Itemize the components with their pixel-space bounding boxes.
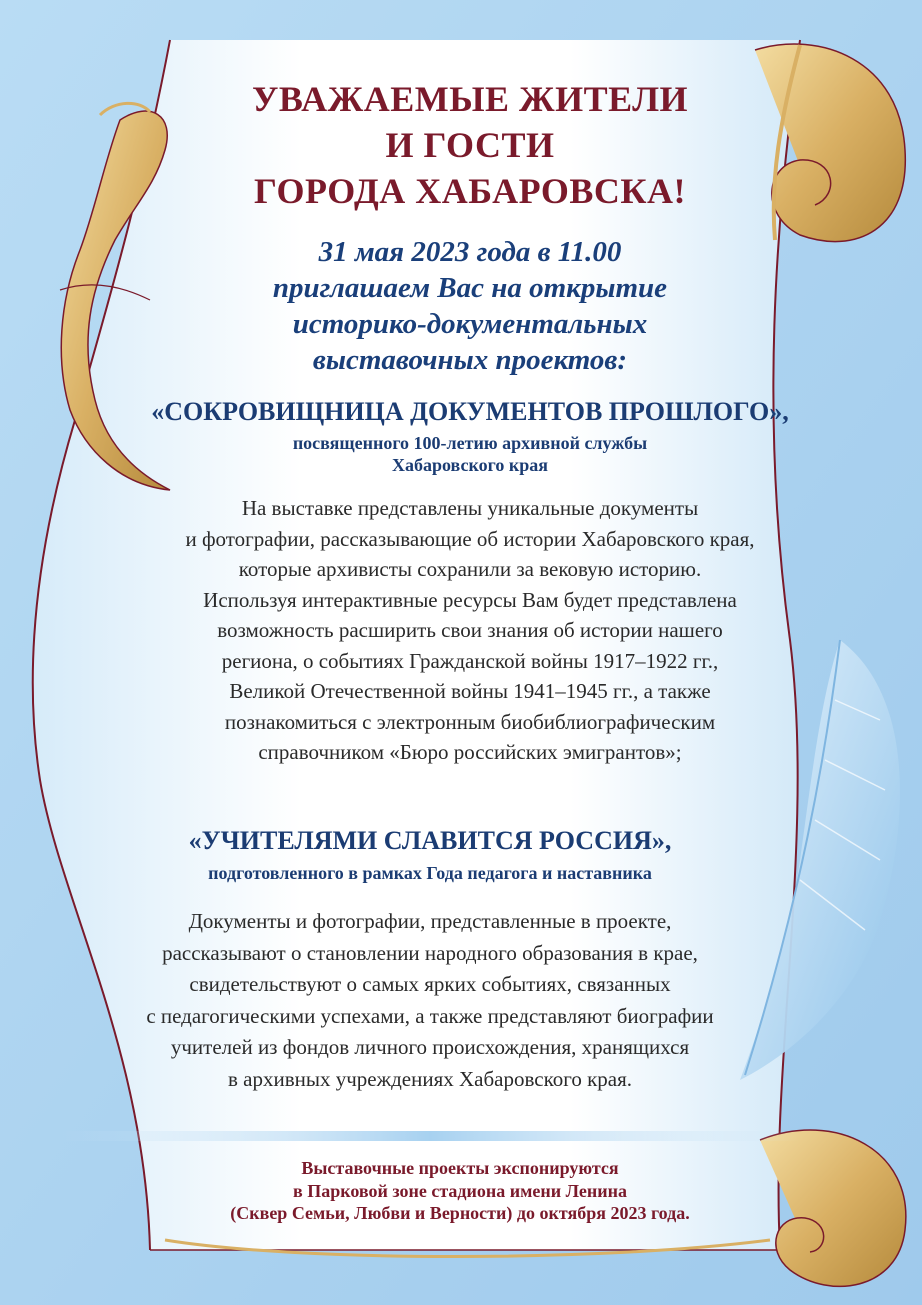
paragraph-line: Великой Отечественной войны 1941–1945 гг., а также [229,679,711,703]
paragraph-line: Используя интерактивные ресурсы Вам будет представлена [203,587,737,612]
project-2-description [50,906,810,1095]
project-2-title: «УЧИТЕЛЯМИ СЛАВИТСЯ РОССИЯ», [188,826,672,855]
title-line-3: ГОРОДА ХАБАРОВСКА! [254,171,686,211]
paragraph-line: возможность расширить свои знания об истории нашего [217,618,723,642]
paragraph-line: в архивных учреждениях Хабаровского края. [227,1066,633,1091]
footer-line-1: Выставочные проекты экспонируются [301,1158,619,1178]
project-1-subtitle-line-2: Хабаровского края [392,455,548,475]
title-line-1: УВАЖАЕМЫЕ ЖИТЕЛИ [251,79,689,119]
title-line-2: И ГОСТИ [385,125,555,165]
paragraph-line: и фотографии, рассказывающие об истории Хабаровского края, [185,526,755,551]
invitation-line-2: приглашаем Вас на открытие [272,272,668,304]
paragraph-line: которые архивисты сохранили за вековую историю. [238,557,702,581]
paragraph-line: познакомиться с электронным биобиблиографическим [224,709,716,734]
project-1-subtitle-line-1: посвященного 100-летию архивной службы [292,433,648,453]
paragraph-line: рассказывают о становлении народного образования в крае, [162,940,698,965]
invitation-line-3: историко-документальных [292,308,648,340]
project-1-description [100,493,840,768]
invitation-block [160,234,780,378]
project-1-title: «СОКРОВИЩНИЦА ДОКУМЕНТОВ ПРОШЛОГО», [151,397,789,426]
footer-note [160,1157,760,1225]
paragraph-line: свидетельствуют о самых ярких событиях, связанных [189,972,671,996]
paragraph-line: справочником «Бюро российских эмигрантов»; [258,740,682,764]
footer-line-3: (Сквер Семьи, Любви и Верности) до октября 2023 года. [230,1203,690,1223]
invitation-line-4: выставочных проектов: [312,344,628,376]
paragraph-line: с педагогическими успехами, а также представляют биографии [146,1003,714,1028]
paragraph-line: На выставке представлены уникальные документы [241,496,699,520]
paragraph-line: учителей из фондов личного происхождения, хранящихся [170,1035,690,1059]
page-title [200,76,740,214]
project-2-subtitle: подготовленного в рамках Года педагога и наставника [208,863,652,883]
footer-line-2: в Парковой зоне стадиона имени Ленина [292,1180,628,1201]
paragraph-line: региона, о событиях Гражданской войны 1917–1922 гг., [221,648,719,673]
project-1-subtitle [150,432,790,476]
paragraph-line: Документы и фотографии, представленные в проекте, [188,909,672,933]
invitation-line-1: 31 мая 2023 года в 11.00 [318,236,622,268]
